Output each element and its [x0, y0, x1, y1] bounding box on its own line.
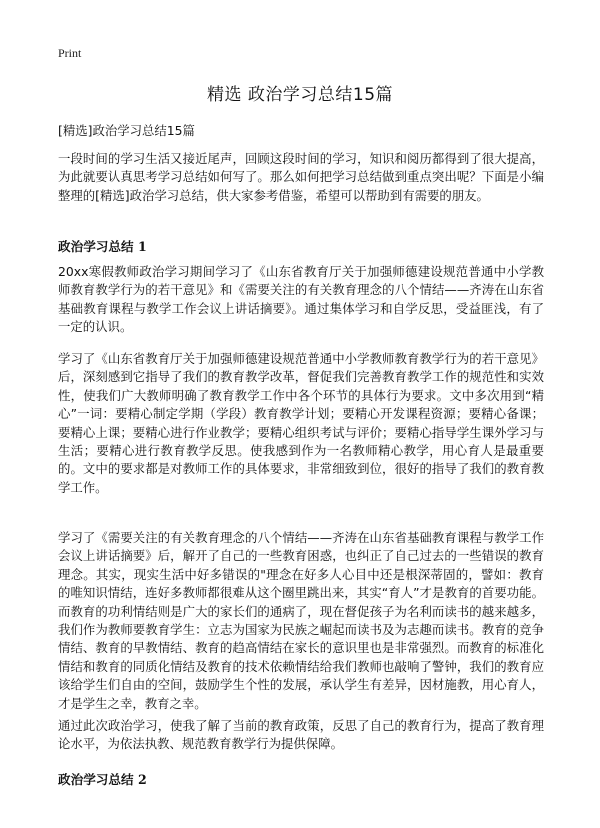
section-1-paragraph-4: 通过此次政治学习，使我了解了当前的教育政策，反思了自己的教育行为，提高了教育理论水平，为依法执教、规范教育教学行为提供保障。 — [58, 718, 544, 752]
page-title: 精选 政治学习总结15篇 — [206, 85, 394, 105]
section-heading-1: 政治学习总结 1 — [58, 239, 147, 254]
section-heading-2: 政治学习总结 2 — [58, 772, 147, 787]
section-1-paragraph-1: 20xx寒假教师政治学习期间学习了《山东省教育厅关于加强师德建设规范普通中小学教师教育教学行为的若干意见》和《需要关注的有关教育理念的八个情结——齐涛在山东省基础教育课程与教学工作会议上讲话摘要》。通过集体学习和自学反思，受益匪浅，有了一定的认识。 — [58, 264, 544, 335]
document-subtitle: [精选]政治学习总结15篇 — [58, 123, 195, 138]
section-1-paragraph-2: 学习了《山东省教育厅关于加强师德建设规范普通中小学教师教育教学行为的若干意见》后，深刻感到它指导了我们的教育教学改革，督促我们完善教育教学工作的规范性和实效性，使我们广大教师明确了教育教学工作中各个环节的具体行为要求。文中多次用到“精心”一词：要精心制定学期（学段）教育教学计划；要精心开发课程资源；要精心备课；要精心上课；要精心进行作业教学；要精心组织考试与评价；要精心指导学生课外学习与生活；要精心进行教育教学反思。使我感到作为一名教师精心教学，用心育人是最重要的。文中的要求都是对教师工作的具体要求，非常细致到位，很好的指导了我们的教育教学工作。 — [58, 351, 544, 495]
print-label[interactable]: Print — [58, 46, 82, 60]
intro-paragraph: 一段时间的学习生活又接近尾声，回顾这段时间的学习，知识和阅历都得到了很大提高，为此就要认真思考学习总结如何写了。那么如何把学习总结做到重点突出呢？下面是小编整理的[精选]政治学习总结，供大家参考借鉴，希望可以帮助到有需要的朋友。 — [58, 151, 544, 203]
section-1-paragraph-3: 学习了《需要关注的有关教育理念的八个情结——齐涛在山东省基础教育课程与教学工作会议上讲话摘要》后，解开了自己的一些教育困惑，也纠正了自己过去的一些错误的教育理念。其实，现实生活中好多错误的"理念在好多人心目中还是根深蒂固的，譬如：教育的唯知识情结，连好多教师都很难从这个圈里跳出来，其实“育人”才是教育的首要功能。而教育的功利情结则是广大的家长们的通病了，现在督促孩子为名利而读书的越来越多，我们作为教师要教育学生：立志为国家为民族之崛起而读书及为志趣而读书。教育的竞争情结、教育的早教情结、教育的趋高情结在家长的意识里也是非常强烈。而教育的标准化情结和教育的同质化情结及教育的技术依赖情结给我们教师也敲响了警钟，我们的教育应该给学生们自由的空间，鼓励学生个性的发展，承认学生有差异，因材施教，用心育人，才是学生之幸，教育之幸。 — [58, 530, 544, 711]
